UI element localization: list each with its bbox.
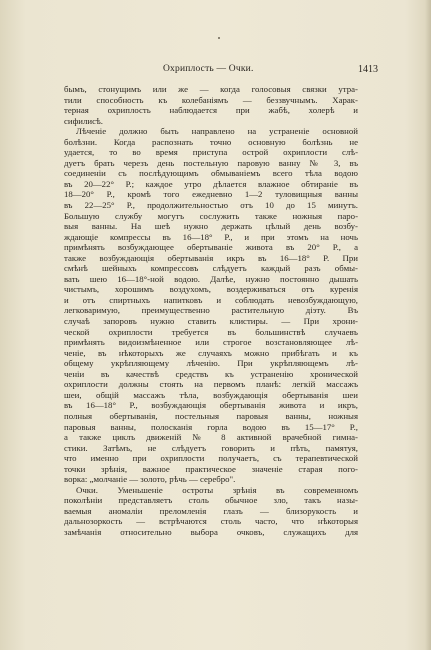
text-line: 18—20° Р., кромѣ того ежедневно 1—2 туловищныя ванны (64, 189, 358, 200)
page-number: 1413 (358, 64, 378, 75)
body-text (64, 84, 358, 538)
text-line: ченіи въ качествѣ средствъ къ устраненію хронической (64, 368, 358, 379)
text-line: замѣчанія относительно выбора очковъ, служащихъ для (64, 526, 358, 537)
text-line: соединеніи съ послѣдующимъ обмываніемъ всего тѣла водою (64, 168, 358, 179)
text-line: въ 20—22° Р.; каждое утро дѣлается влажное обтираніе въ (64, 178, 358, 189)
text-line: дальнозоркость — встрѣчаются столь часто, что нѣкоторыя (64, 516, 358, 527)
text-line: въ 22—25° Р., продолжительностью отъ 10 до 15 минутъ. (64, 200, 358, 211)
text-line: чистымъ, хорошимъ воздухомъ, воздерживаться отъ куренія (64, 284, 358, 295)
text-line: удается, то во время приступа острой охриплости слѣ- (64, 147, 358, 158)
page-edge-shadow (425, 0, 431, 650)
text-line: паровыя ванны, полосканія горла водою въ 15—17° Р., (64, 421, 358, 432)
text-line: также возбуждающія обертыванія икръ въ 16—18° Р. При (64, 252, 358, 263)
text-line: общему укрѣпляющему лѣченію. При укрѣпляющемъ лѣ- (64, 358, 358, 369)
text-line: терная охриплость наблюдается при жабѣ, холерѣ и (64, 105, 358, 116)
text-line: а также циклъ движеній № 8 активной врачебной гимна- (64, 432, 358, 443)
text-line: примѣнять возбуждающее обертываніе живота въ 20° Р., а (64, 242, 358, 253)
text-line: болѣзни. Когда распознать точно основную болѣзнь не (64, 136, 358, 147)
text-line: охриплости должны стоять на первомъ планѣ: легкій массажъ (64, 379, 358, 390)
text-line: выя ванны. На шеѣ нужно держать цѣлый день возбу- (64, 221, 358, 232)
running-header (0, 64, 431, 78)
text-line: поколѣніи представляетъ столь обычное зло, такъ назы- (64, 495, 358, 506)
text-line: въ 16—18° Р., возбуждающія обертыванія живота и икръ, (64, 400, 358, 411)
paper-speck (218, 37, 220, 39)
text-line: Лѣченіе должно быть направлено на устраненіе основной (76, 126, 358, 137)
text-line: случаѣ запоровъ нужно ставить клистиры. — При хрони- (64, 316, 358, 327)
text-line: Большую службу могутъ сослужить также ножныя паро- (64, 210, 358, 221)
text-line: что именно при охриплости получаетъ, съ терапевтической (64, 453, 358, 464)
text-line: шеи, общій массажъ тѣла, возбуждающія обертыванія шеи (64, 389, 358, 400)
text-line: ворка: „молчаніе — золото, рѣчь — серебро". (64, 474, 236, 485)
running-title: Охриплость — Очки. (163, 64, 254, 74)
text-line: точки зрѣнія, важное практическое значеніе старая пого- (64, 463, 358, 474)
text-line: полныя обертыванія, постельныя паровыя ванны, ножныя (64, 410, 358, 421)
text-line: тили способность къ колебаніямъ — беззвучнымъ. Харак- (64, 94, 358, 105)
text-line: легковаримую, преимущественно растительную діэту. Въ (64, 305, 358, 316)
text-line: дуетъ брать черезъ день постельную паровую ванну № 3, въ (64, 157, 358, 168)
text-line: примѣнять видоизмѣненное или строгое возстановляющее лѣ- (64, 337, 358, 348)
text-line: ческой охриплости требуется въ большинствѣ случаевъ (64, 326, 358, 337)
text-line: Очки. Уменьшеніе остроты зрѣнія въ современномъ (76, 484, 358, 495)
text-line: сифилисѣ. (64, 115, 103, 126)
text-line: ждающіе компрессы въ 16—18° Р., и при этомъ на ночь (64, 231, 358, 242)
text-line: стики. Затѣмъ, не слѣдуетъ говорить и пѣть, памятуя, (64, 442, 358, 453)
text-line: ваемыя аномаліи преломленія глазъ — близорукость и (64, 505, 358, 516)
text-line: вать шею 16—18°-ной водою. Далѣе, нужно постоянно дышать (64, 273, 358, 284)
text-line: смѣнѣ шейныхъ компрессовъ слѣдуетъ каждый разъ обмы- (64, 263, 358, 274)
text-line: ченіе, въ нѣкоторыхъ же случаяхъ можно прибѣгать и къ (64, 347, 358, 358)
text-line: бымъ, стонущимъ или же — когда голосовыя связки утра- (64, 84, 358, 94)
text-line: и отъ спиртныхъ напитковъ и соблюдать невозбуждающую, (64, 294, 358, 305)
